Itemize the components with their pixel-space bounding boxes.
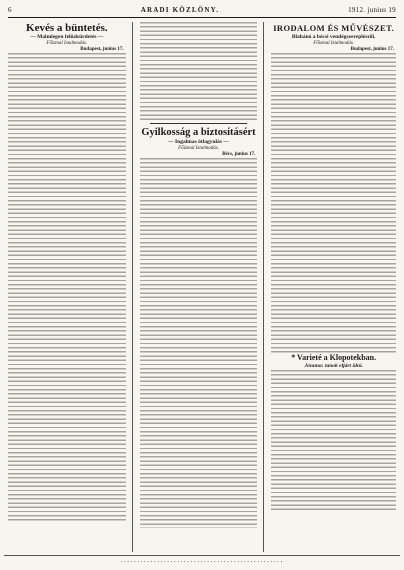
subhead-2: — Ingalmas ötlagyulás — [168,139,229,145]
columns [8,22,396,552]
byline-3: Főizmal Istalmodás. [313,41,355,46]
dateline-3: Budapest, junius 17. [350,47,394,52]
column-2-text-top [140,22,258,120]
column-3-text-2 [271,370,396,510]
running-head [8,6,396,18]
column-3-text [271,53,396,353]
article-2-title: * Varieté a Klopotekban. [291,353,377,362]
headline-1: Kevés a büntetés. [26,22,108,34]
column-2-text [140,158,258,528]
page-number: 6 [8,6,12,14]
headline-2: Gyilkosság a biztosításért [141,127,256,138]
bottom-ornament: ················································· [4,555,400,566]
column-2 [140,22,265,552]
column-1-text [8,53,126,523]
subhead-3: Blahánó a bécsi vendégszereplésről. [291,34,376,40]
section-heading: IRODALOM ÉS MŰVÉSZET. [273,23,395,33]
byline-2: Főizmal Istalmodás. [178,146,219,151]
issue-date: 1912. junius 19 [348,6,396,14]
subhead-1: — Malmlegen felüzkürdetés — [30,34,104,40]
byline-1: Főizmal Istalmodás. [46,41,88,46]
article-2-note: Jónuna: tanok eljárt ülni. [304,363,363,369]
column-1 [8,22,133,552]
rule [150,123,248,124]
dateline-2: Bécs, junius 17. [222,152,256,157]
newspaper-title: ARADI KÖZLÖNY. [140,6,220,14]
column-3 [271,22,396,552]
dateline-1: Budapest, junius 17. [80,47,124,52]
